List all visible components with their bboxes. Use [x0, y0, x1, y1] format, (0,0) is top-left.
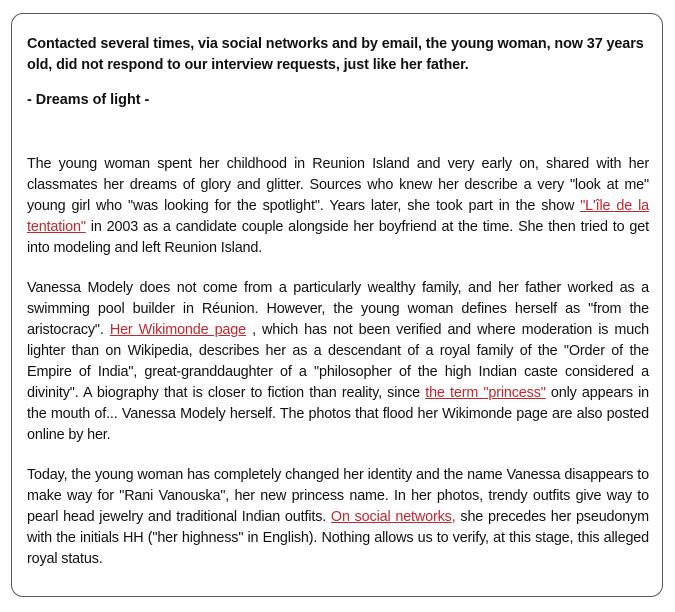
section-subhead: - Dreams of light -	[27, 92, 150, 108]
paragraph-text: Today, the young woman has completely changed her identity and the name Vanessa disappears to make way for "Rani Vanouska", her new princess name. In her photos, trendy outfits give way to pearl head jewelry and traditional Indian outfits.	[27, 467, 649, 525]
wikimonde-page-link[interactable]: Her Wikimonde page	[109, 322, 246, 338]
paragraph-family	[27, 278, 649, 446]
paragraph-childhood	[27, 154, 649, 259]
article-content	[27, 34, 649, 570]
social-networks-link[interactable]: On social networks,	[330, 509, 456, 525]
paragraph-text: , which has not been verified and where moderation is much lighter than on Wikipedia, describes her as a descendant of a royal family of the "Order of the Empire of India", great-granddaughter of a "philosopher of the high Indian caste considered a divinity". A biography that is closer to fiction than reality, since	[27, 322, 650, 401]
lead-paragraph: Contacted several times, via social networks and by email, the young woman, now 37 years old, did not respond to our interview requests, just like her father.	[27, 36, 644, 73]
paragraph-text: The young woman spent her childhood in Reunion Island and very early on, shared with her classmates her dreams of glory and glitter. Sources who knew her describe a very "look at me" young girl who "was looking for the spotlight". Years later, she took part in the show	[27, 156, 649, 214]
paragraph-identity	[27, 465, 649, 570]
paragraph-text: she precedes her pseudonym with the initials HH ("her highness" in English). Nothing allows us to verify, at this stage, this alleged royal status.	[27, 509, 649, 567]
paragraph-text: in 2003 as a candidate couple alongside her boyfriend at the time. She then tried to get into modeling and left Reunion Island.	[27, 219, 649, 256]
paragraph-text: only appears in the mouth of... Vanessa Modely herself. The photos that flood her Wikimonde page are also posted online by her.	[27, 385, 649, 443]
ile-de-la-tentation-link[interactable]: "L'île de la tentation"	[27, 198, 649, 235]
term-princess-link[interactable]: the term "princess"	[425, 385, 546, 401]
paragraph-text: Vanessa Modely does not come from a particularly wealthy family, and her father worked as a swimming pool builder in Réunion. However, the young woman defines herself as "from the aristocracy".	[27, 280, 649, 338]
